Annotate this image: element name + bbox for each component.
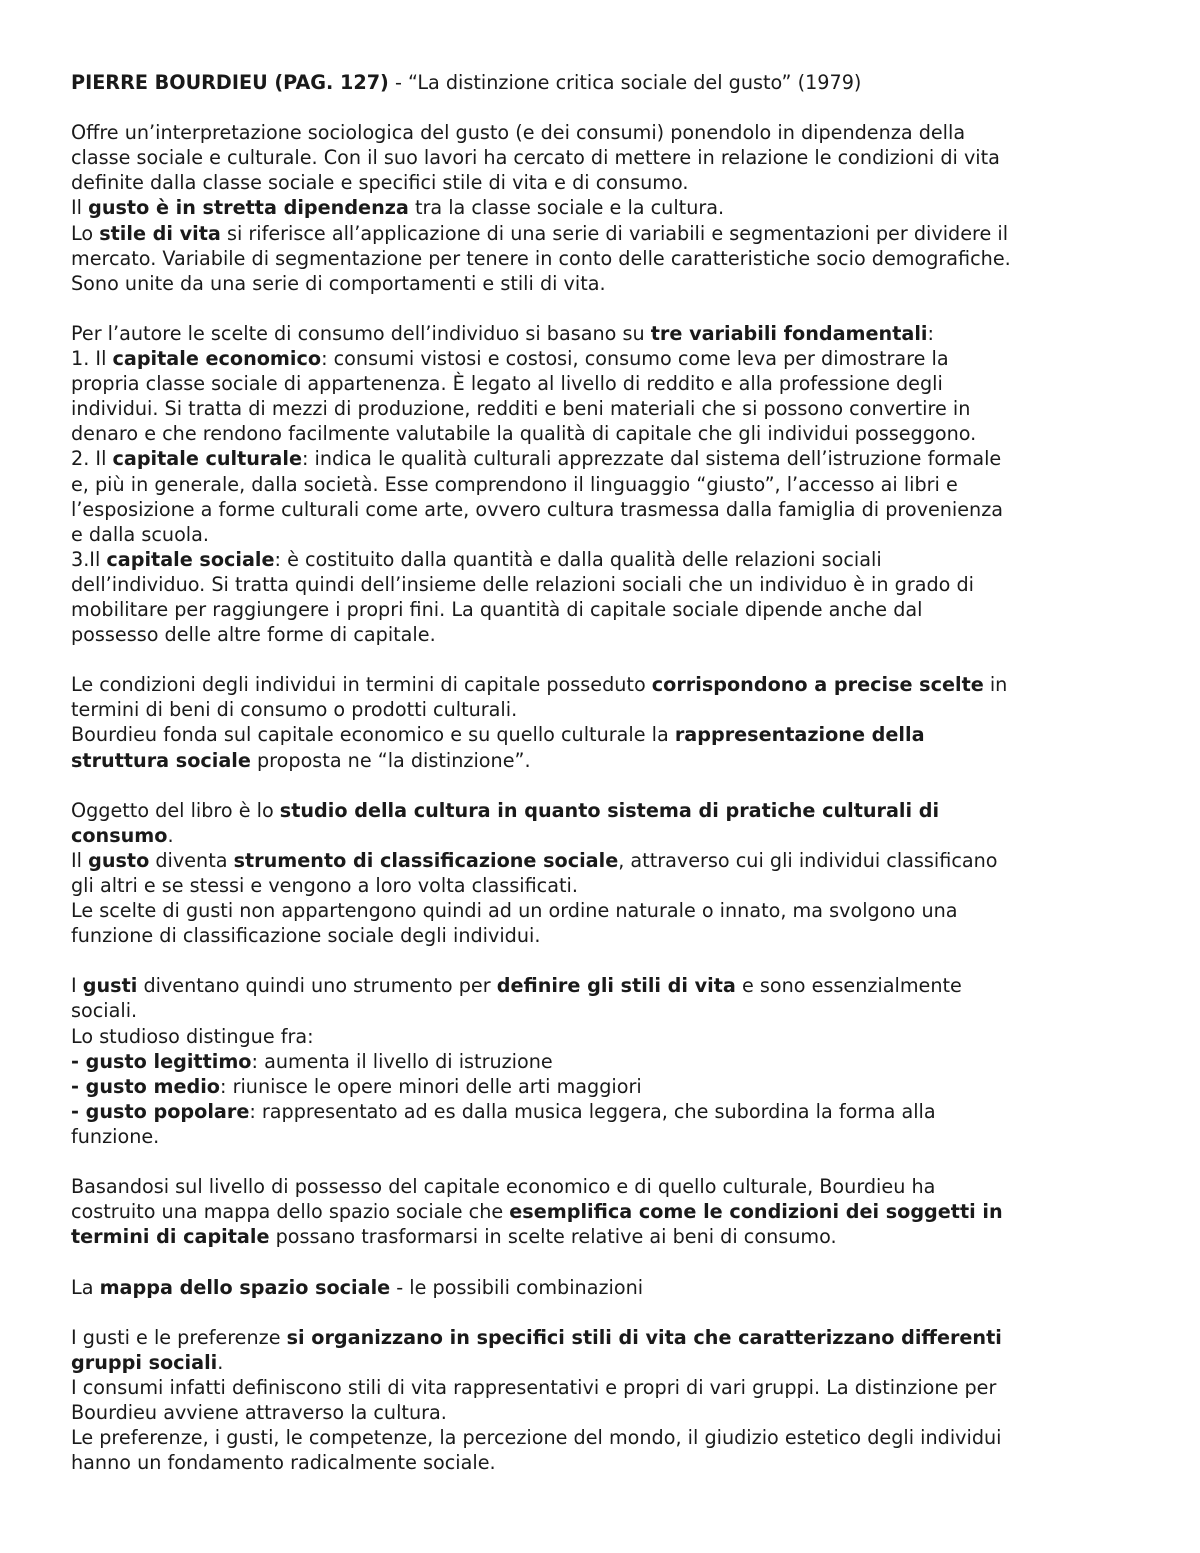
text-run: Per l’autore le scelte di consumo dell’individuo si basano su — [71, 321, 651, 345]
paragraph-gap — [71, 1300, 1140, 1325]
text-run: Il — [71, 848, 89, 872]
text-line — [71, 145, 1140, 170]
text-run: mercato. Variabile di segmentazione per tenere in conto delle caratteristiche socio demografiche. — [71, 246, 1011, 270]
paragraph-gap — [71, 1149, 1140, 1174]
text-line — [71, 1350, 1140, 1375]
text-line — [71, 1074, 1140, 1099]
text-run: diventa — [149, 848, 234, 872]
text-run: mobilitare per raggiungere i propri fini. La quantità di capitale sociale dipende anche dal — [71, 597, 923, 621]
bold-term: consumo — [71, 823, 168, 847]
text-run: e sono essenzialmente — [735, 974, 962, 998]
text-run: in — [983, 673, 1008, 697]
bold-term: corrispondono a precise scelte — [651, 673, 984, 697]
text-run: : è costituito dalla quantità e dalla qualità delle relazioni sociali — [274, 547, 882, 571]
text-run: Sono unite da una serie di comportamenti e stili di vita. — [71, 271, 606, 295]
bold-term: gusti — [82, 974, 138, 998]
text-run: Lo — [71, 221, 100, 245]
text-run: 3.Il — [71, 547, 107, 571]
text-line — [71, 722, 1140, 747]
text-run: : aumenta il livello di istruzione — [251, 1049, 553, 1073]
text-line — [71, 1275, 1140, 1300]
text-run: : riunisce le opere minori delle arti maggiori — [220, 1074, 642, 1098]
text-run: Il — [71, 196, 89, 220]
text-line — [71, 421, 1140, 446]
text-line — [71, 998, 1140, 1023]
text-run: sociali. — [71, 999, 138, 1023]
text-line — [71, 672, 1140, 697]
bold-term: tre variabili fondamentali — [650, 321, 928, 345]
text-run: tra la classe sociale e la cultura. — [408, 196, 725, 220]
bold-term: studio della cultura in quanto sistema di pratiche culturali di — [279, 798, 940, 822]
text-line — [71, 1450, 1140, 1475]
bold-term: - gusto popolare — [71, 1099, 250, 1123]
text-line — [71, 246, 1140, 271]
text-line — [71, 622, 1140, 647]
text-run: possano trasformarsi in scelte relative ai beni di consumo. — [269, 1225, 837, 1249]
paragraph-gap — [71, 296, 1140, 321]
text-line — [71, 1099, 1140, 1124]
text-run: Bourdieu avviene attraverso la cultura. — [71, 1400, 447, 1424]
text-line — [71, 547, 1140, 572]
bold-term: gusto è in stretta dipendenza — [88, 196, 409, 220]
bold-term: gusto — [88, 848, 150, 872]
paragraph-gap — [71, 948, 1140, 973]
bold-term: mappa dello spazio sociale — [99, 1275, 391, 1299]
text-run: hanno un fondamento radicalmente sociale. — [71, 1451, 496, 1475]
document-title — [71, 70, 1140, 95]
text-run: Offre un’interpretazione sociologica del gusto (e dei consumi) ponendolo in dipendenza della — [71, 121, 966, 145]
bold-term: capitale culturale — [112, 447, 302, 471]
text-run: e dalla scuola. — [71, 522, 209, 546]
text-run: I gusti e le preferenze — [71, 1325, 287, 1349]
text-line — [71, 1174, 1140, 1199]
text-run: , attraverso cui gli individui classificano — [618, 848, 998, 872]
text-line — [71, 748, 1140, 773]
text-run: funzione. — [71, 1124, 160, 1148]
bold-term: capitale economico — [112, 347, 322, 371]
text-line — [71, 346, 1140, 371]
bold-term: esemplifica come le condizioni dei soggetti in — [509, 1200, 1003, 1224]
text-run: Lo studioso distingue fra: — [71, 1024, 314, 1048]
text-run: Le condizioni degli individui in termini di capitale posseduto — [71, 673, 652, 697]
paragraph-gap — [71, 1249, 1140, 1274]
text-run: Basandosi sul livello di possesso del capitale economico e di quello culturale, Bourdieu ha — [71, 1175, 936, 1199]
text-run: diventano quindi uno strumento per — [137, 974, 497, 998]
text-line — [71, 195, 1140, 220]
text-line — [71, 1049, 1140, 1074]
text-run: denaro e che rendono facilmente valutabile la qualità di capitale che gli individui posseggono. — [71, 422, 977, 446]
text-run: e, più in generale, dalla società. Esse comprendono il linguaggio “giusto”, l’accesso ai libri e — [71, 472, 958, 496]
text-run: Bourdieu fonda sul capitale economico e su quello culturale la — [71, 723, 675, 747]
text-run: costruito una mappa dello spazio sociale che — [71, 1200, 510, 1224]
text-line — [71, 446, 1140, 471]
text-run: possesso delle altre forme di capitale. — [71, 623, 436, 647]
bold-term: gruppi sociali — [71, 1350, 218, 1374]
text-line — [71, 1199, 1140, 1224]
title-author: PIERRE BOURDIEU (PAG. 127) — [71, 71, 389, 94]
text-run: gli altri e se stessi e vengono a loro volta classificati. — [71, 874, 578, 897]
text-line — [71, 321, 1140, 346]
text-run: Le scelte di gusti non appartengono quindi ad un ordine naturale o innato, ma svolgono una — [71, 899, 958, 923]
text-run: 2. Il — [71, 447, 113, 471]
bold-term: termini di capitale — [71, 1225, 270, 1249]
paragraph-gap — [71, 647, 1140, 672]
bold-term: struttura sociale — [71, 748, 251, 772]
text-line — [71, 898, 1140, 923]
text-run: I — [71, 974, 83, 998]
title-work: - “La distinzione critica sociale del gusto” (1979) — [388, 71, 862, 94]
text-line — [71, 697, 1140, 722]
text-line — [71, 1224, 1140, 1249]
text-run: si riferisce all’applicazione di una serie di variabili e segmentazioni per dividere il — [220, 221, 1009, 245]
text-line — [71, 873, 1140, 898]
text-line — [71, 1124, 1140, 1149]
text-line — [71, 522, 1140, 547]
bold-term: definire gli stili di vita — [496, 974, 736, 998]
text-line — [71, 1325, 1140, 1350]
text-run: : indica le qualità culturali apprezzate dal sistema dell’istruzione formale — [301, 447, 1002, 471]
text-line — [71, 1024, 1140, 1049]
text-run: individui. Si tratta di mezzi di produzione, redditi e beni materiali che si possono convertire in — [71, 397, 971, 421]
text-run: : consumi vistosi e costosi, consumo come leva per dimostrare la — [321, 347, 949, 371]
text-run: . — [167, 823, 174, 847]
text-run: propria classe sociale di appartenenza. È legato al livello di reddito e alla professione degli — [71, 372, 943, 396]
text-run: La — [71, 1275, 100, 1299]
text-line — [71, 848, 1140, 873]
text-run: Le preferenze, i gusti, le competenze, la percezione del mondo, il giudizio estetico degli individui — [71, 1426, 1002, 1450]
text-line — [71, 1375, 1140, 1400]
paragraph-gap — [71, 95, 1140, 120]
paragraph-gap — [71, 773, 1140, 798]
text-line — [71, 497, 1140, 522]
text-run: classe sociale e culturale. Con il suo lavori ha cercato di mettere in relazione le condizioni di vita — [71, 146, 1000, 170]
text-line — [71, 1400, 1140, 1425]
bold-term: - gusto legittimo — [71, 1049, 252, 1073]
text-run: Oggetto del libro è lo — [71, 798, 280, 822]
text-line — [71, 572, 1140, 597]
text-run: . — [217, 1350, 224, 1374]
bold-term: - gusto medio — [71, 1074, 220, 1098]
text-line — [71, 472, 1140, 497]
document-body — [71, 120, 1140, 1475]
text-line — [71, 221, 1140, 246]
text-line — [71, 923, 1140, 948]
text-run: proposta ne “la distinzione”. — [250, 748, 531, 772]
text-line — [71, 798, 1140, 823]
text-run: I consumi infatti definiscono stili di vita rappresentativi e propri di vari gruppi. La distinzione per — [71, 1375, 997, 1399]
text-run: : — [927, 321, 934, 345]
text-run: dell’individuo. Si tratta quindi dell’insieme delle relazioni sociali che un individuo è in grado di — [71, 572, 974, 596]
text-run: l’esposizione a forme culturali come arte, ovvero cultura trasmessa dalla famiglia di provenienza — [71, 497, 1004, 521]
text-line — [71, 371, 1140, 396]
text-line — [71, 1425, 1140, 1450]
text-line — [71, 973, 1140, 998]
text-line — [71, 396, 1140, 421]
bold-term: rappresentazione della — [674, 723, 925, 747]
text-line — [71, 120, 1140, 145]
text-line — [71, 823, 1140, 848]
text-line — [71, 170, 1140, 195]
text-run: termini di beni di consumo o prodotti culturali. — [71, 698, 518, 722]
text-run: definite dalla classe sociale e specifici stile di vita e di consumo. — [71, 171, 689, 195]
bold-term: stile di vita — [99, 221, 221, 245]
bold-term: si organizzano in specifici stili di vita che caratterizzano differenti — [286, 1325, 1002, 1349]
bold-term: strumento di classificazione sociale — [233, 848, 619, 872]
text-run: : rappresentato ad es dalla musica leggera, che subordina la forma alla — [249, 1099, 936, 1123]
text-run: - le possibili combinazioni — [390, 1275, 644, 1299]
text-run: funzione di classificazione sociale degli individui. — [71, 924, 541, 948]
text-line — [71, 271, 1140, 296]
bold-term: capitale sociale — [106, 547, 275, 571]
text-run: 1. Il — [71, 347, 113, 371]
text-line — [71, 597, 1140, 622]
